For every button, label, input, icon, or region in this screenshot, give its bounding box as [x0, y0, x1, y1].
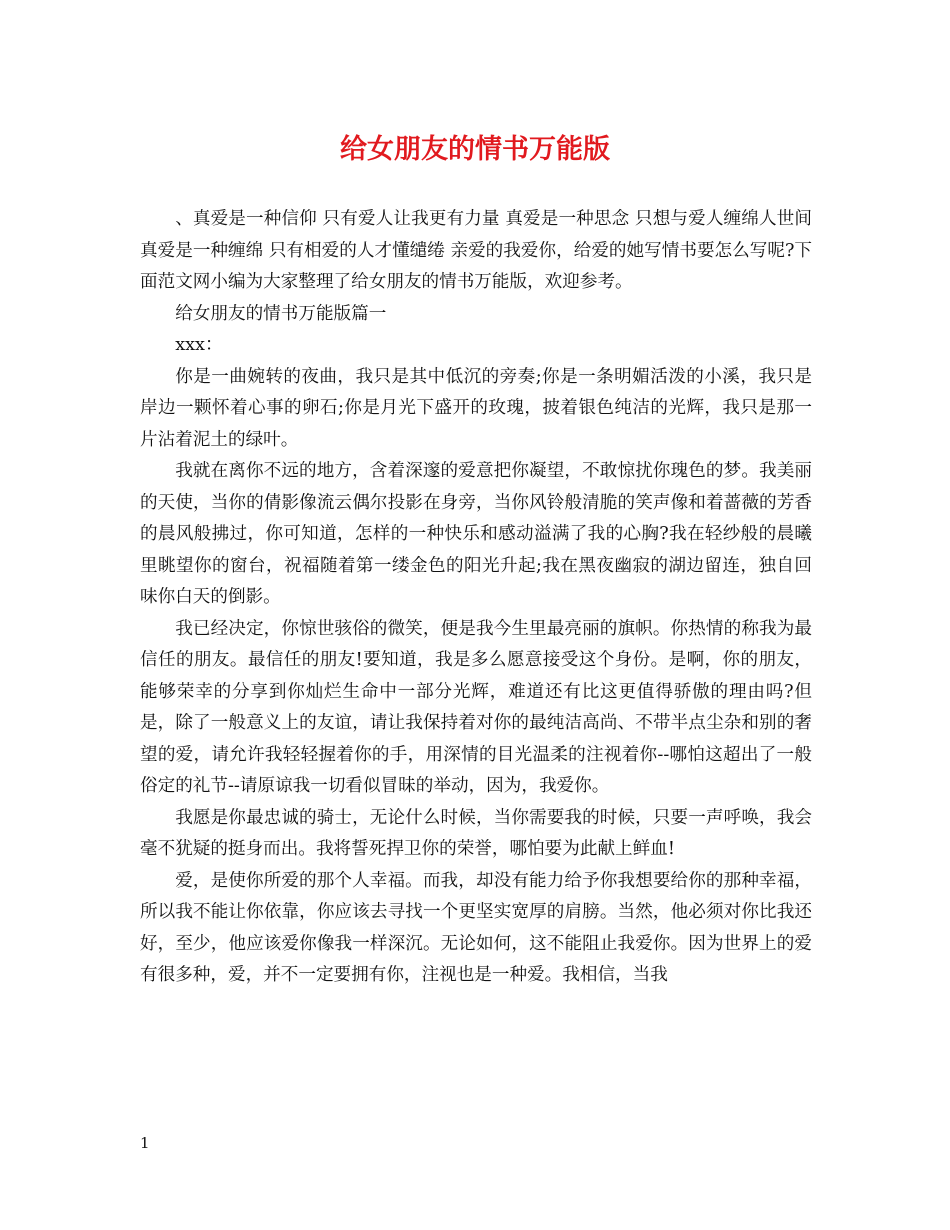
intro-paragraph: 、真爱是一种信仰 只有爱人让我更有力量 真爱是一种思念 只想与爱人缠绵人世间 真爱是一种缠绵 只有相爱的人才懂缱绻 亲爱的我爱你，给爱的她写情书要怎么写呢?下面范文网小编为大家整理了给女朋友的情书万能版，欢迎参考。: [140, 209, 812, 292]
body-paragraph: 你是一曲婉转的夜曲，我只是其中低沉的旁奏;你是一条明媚活泼的小溪，我只是岸边一颗怀着心事的卵石;你是月光下盛开的玫瑰，披着银色纯洁的光辉，我只是那一片沾着泥土的绿叶。: [140, 366, 812, 450]
body-paragraph: 我愿是你最忠诚的骑士，无论什么时候，当你需要我的时候，只要一声呼唤，我会毫不犹疑的挺身而出。我将誓死捍卫你的荣誉，哪怕要为此献上鲜血!: [140, 807, 812, 859]
body-paragraph: 我就在离你不远的地方，含着深邃的爱意把你凝望，不敢惊扰你瑰色的梦。我美丽的天使，当你的倩影像流云偶尔投影在身旁，当你风铃般清脆的笑声像和着蔷薇的芳香的晨风般拂过，你可知道，怎样的一种快乐和感动溢满了我的心胸?我在轻纱般的晨曦里眺望你的窗台，祝福随着第一缕金色的阳光升起;我在黑夜幽寂的湖边留连，独自回味你白天的倒影。: [140, 461, 812, 607]
body-paragraph: 爱，是使你所爱的那个人幸福。而我，却没有能力给予你我想要给你的那种幸福，所以我不能让你依靠，你应该去寻找一个更坚实宽厚的肩膀。当然，他必须对你比我还好，至少，他应该爱你像我一样深沉。无论如何，这不能阻止我爱你。因为世界上的爱有很多种，爱，并不一定要拥有你，注视也是一种爱。我相信，当我: [140, 870, 812, 985]
body-paragraph: 我已经决定，你惊世骇俗的微笑，便是我今生里最亮丽的旗帜。你热情的称我为最信任的朋友。最信任的朋友!要知道，我是多么愿意接受这个身份。是啊，你的朋友，能够荣幸的分享到你灿烂生命中一部分光辉，难道还有比这更值得骄傲的理由吗?但是，除了一般意义上的友谊，请让我保持着对你的最纯洁高尚、不带半点尘杂和别的奢望的爱，请允许我轻轻握着你的手，用深情的目光温柔的注视着你--哪怕这超出了一般俗定的礼节--请原谅我一切看似冒昧的举动，因为，我爱你。: [140, 618, 812, 796]
document-body: [140, 204, 812, 992]
salutation: xxx：: [175, 335, 223, 355]
page-number: 1: [140, 1134, 150, 1152]
section-heading: 给女朋友的情书万能版篇一: [175, 303, 387, 324]
document-title: 给女朋友的情书万能版: [340, 134, 610, 165]
